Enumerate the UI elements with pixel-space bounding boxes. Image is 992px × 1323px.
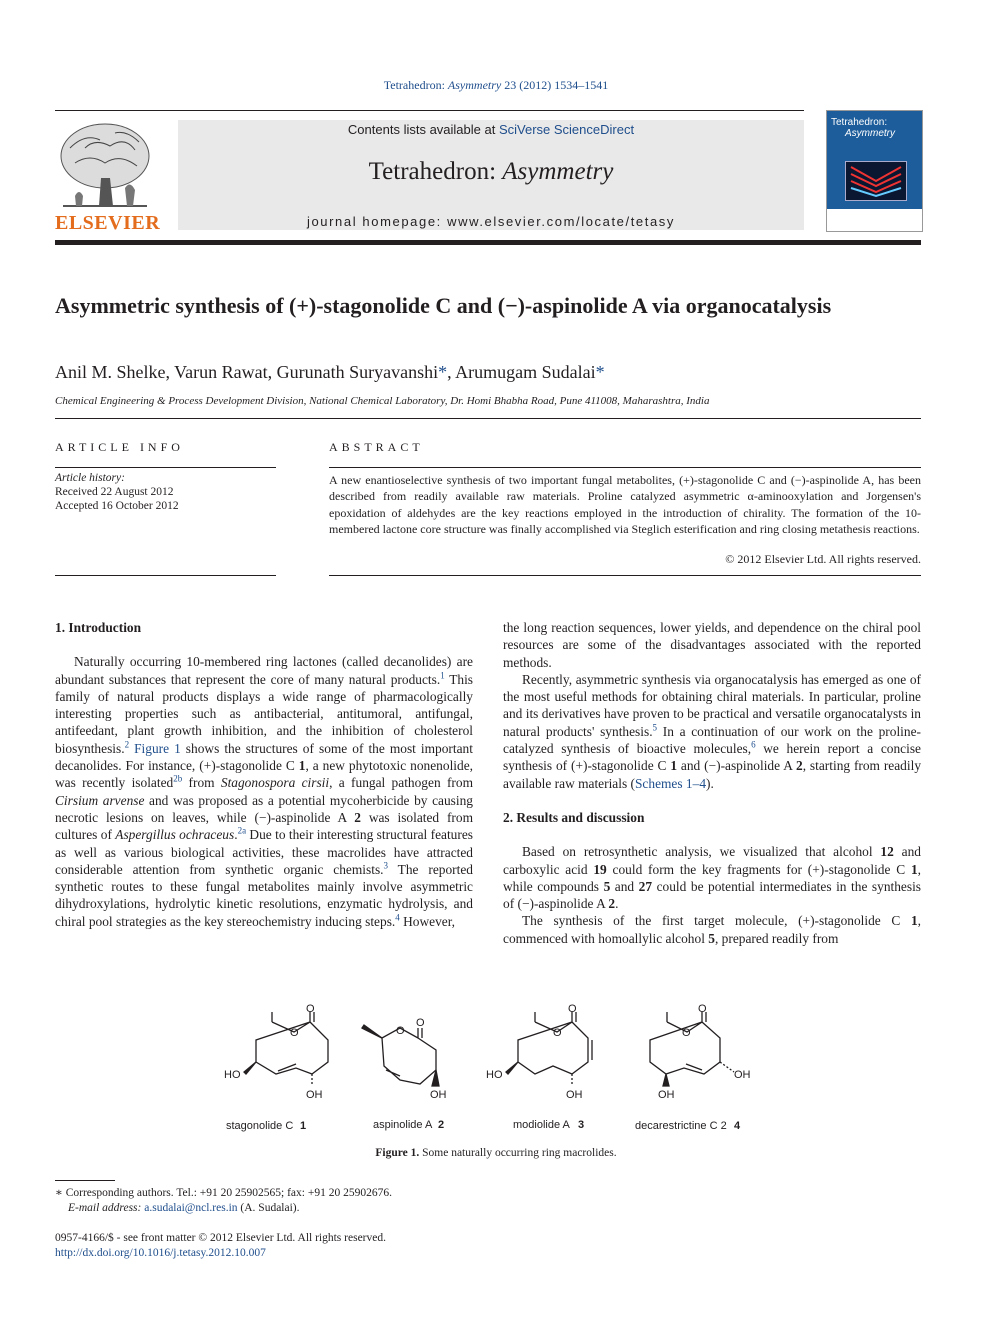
atom-label: O bbox=[698, 1003, 707, 1015]
compound-name: aspinolide A bbox=[373, 1119, 433, 1131]
atom-label: OH bbox=[658, 1089, 675, 1101]
compound-name: stagonolide C bbox=[226, 1120, 294, 1132]
elsevier-wordmark: ELSEVIER bbox=[55, 212, 161, 234]
schemes-link[interactable]: Schemes 1–4 bbox=[634, 775, 707, 791]
doi-link[interactable]: http://dx.doi.org/10.1016/j.tetasy.2012.10.007 bbox=[55, 1246, 266, 1259]
atom-label: O bbox=[682, 1027, 691, 1039]
contents-availability: Contents lists available at SciVerse ScienceDirect bbox=[347, 122, 635, 137]
sciencedirect-link[interactable]: SciVerse ScienceDirect bbox=[498, 122, 635, 137]
compound-number: 2 bbox=[438, 1119, 445, 1131]
structure-stagonolide-c bbox=[244, 1012, 328, 1086]
article-history: Article history: Received 22 August 2012 Accepted 16 October 2012 bbox=[55, 472, 179, 512]
abstract-text: A new enantioselective synthesis of two important fungal metabolites, (+)-stagonolide C and (−)-aspinolide A, has been described from readily available raw materials. Proline catalyzed asymmetric α-aminooxylation and Jorgensen's epoxidation of aldehydes are the key reactions employed in the introduction of chirality. The formation of the 10-membered lactone core structure was finally accomplished via Steglich esterification and ring closing metathesis reactions. bbox=[329, 473, 921, 536]
paragraph: The synthesis of the first target molecule, (+)-stagonolide C 1, commenced with homoallylic alcohol 5, prepared readily from bbox=[503, 913, 921, 946]
compound-name: modiolide A bbox=[513, 1119, 570, 1131]
issn-doi: 0957-4166/$ - see front matter © 2012 Elsevier Ltd. All rights reserved. http://dx.doi.org/10.1016/j.tetasy.2012.10.007 bbox=[55, 1232, 386, 1259]
abstract-heading: ABSTRACT bbox=[329, 440, 424, 454]
abstract-rule bbox=[329, 467, 921, 468]
journal-cover-thumbnail[interactable] bbox=[826, 110, 923, 232]
atom-label: OH bbox=[566, 1089, 583, 1101]
atom-label: O bbox=[568, 1003, 577, 1015]
header-bottom-rule bbox=[55, 240, 921, 245]
section-heading: 2. Results and discussion bbox=[503, 809, 645, 825]
figure-1-structures bbox=[220, 1000, 780, 1140]
article-info-rule bbox=[55, 467, 276, 468]
atom-label: O bbox=[396, 1025, 405, 1037]
journal-citation: Tetrahedron: Asymmetry 23 (2012) 1534–1541 bbox=[383, 78, 609, 92]
email-link[interactable]: a.sudalai@ncl.res.in bbox=[144, 1201, 238, 1214]
cover-artwork bbox=[845, 161, 907, 201]
body-column-left bbox=[55, 619, 473, 930]
affiliation-rule bbox=[55, 418, 921, 419]
structure-modiolide-a bbox=[506, 1012, 592, 1086]
atom-label: O bbox=[553, 1027, 562, 1039]
atom-label: OH bbox=[430, 1089, 447, 1101]
paragraph: the long reaction sequences, lower yields, and dependence on the chiral pool resources are some of the disadvantages associated with the reported methods. bbox=[503, 620, 921, 670]
abstract-bottom-rule bbox=[329, 575, 921, 576]
cover-footer bbox=[827, 209, 922, 231]
cover-art-icon bbox=[846, 162, 906, 200]
homepage-link[interactable]: www.elsevier.com/locate/tetasy bbox=[447, 214, 675, 229]
journal-homepage: journal homepage: www.elsevier.com/locate/tetasy bbox=[306, 214, 675, 229]
paragraph: Recently, asymmetric synthesis via organocatalysis has emerged as one of the most useful methods for obtaining chiral materials. In particular, proline and its derivatives have proven to be practical and versatile organocatalysts in natural products' synthesis.$^5$ In a continuation of our work on the proline-catalyzed synthesis of bioactive molecules,$^6$ we herein report a concise synthesis of (+)-stagonolide C 1 and (−)-aspinolide A 2, starting from readily available raw materials (Schemes 1–4). bbox=[503, 671, 922, 791]
figure-caption: Figure 1. Some naturally occurring ring macrolides. bbox=[375, 1147, 617, 1159]
compound-number: 4 bbox=[734, 1120, 741, 1132]
atom-label: HO bbox=[224, 1069, 241, 1081]
atom-label: O bbox=[306, 1003, 315, 1015]
atom-label: O bbox=[290, 1027, 299, 1039]
article-info-bottom-rule bbox=[55, 575, 276, 576]
author-list: Anil M. Shelke, Varun Rawat, Gurunath Suryavanshi*, Arumugam Sudalai* bbox=[55, 362, 605, 382]
section-heading: 1. Introduction bbox=[55, 620, 142, 635]
atom-label: OH bbox=[306, 1089, 323, 1101]
header-top-rule bbox=[55, 110, 804, 111]
paragraph: Naturally occurring 10-membered ring lactones (called decanolides) are abundant substances that represent the core of many natural products.$^1$ This family of natural products displays a wide range of pharmacologically interesting properties such as antibacterial, antitumoral, antifungal, antifeedant, plant growth inhibition, and the inhibition of cholesterol biosynthesis.$^2$ Figure 1 shows the structures of some of the most important decanolides. For instance, (+)-stagonolide C 1, a new phytotoxic nonenolide, was recently isolated$^{2b}$ from Stagonospora cirsii, a fungal pathogen from Cirsium arvense and was proposed as a potential mycoherbicide by causing necrotic lesions on leaves, while (−)-aspinolide A 2 was isolated from cultures of Aspergillus ochraceus.$^{2a}$ Due to their interesting structural features as well as various biological activities, these macrolides have attracted considerable attention from synthetic organic chemists.$^3$ The reported synthetic routes to these fungal metabolites mainly involve asymmetric dihydroxylations, hydrolytic kinetic resolutions, enzymatic hydrolysis, and chiral pool strategies as the key stereochemistry inducing steps.$^4$ However, bbox=[55, 654, 473, 929]
figure-link[interactable]: Figure 1 bbox=[134, 740, 181, 756]
atom-label: HO bbox=[486, 1069, 503, 1081]
elsevier-tree-logo-icon bbox=[55, 118, 155, 210]
paragraph: Based on retrosynthetic analysis, we visualized that alcohol 12 and carboxylic acid 19 could form the key fragments for (+)-stagonolide C 1, while compounds 5 and 27 could be potential intermediates in the synthesis of (−)-aspinolide A 2. bbox=[503, 844, 922, 912]
corresponding-mark[interactable]: * bbox=[595, 362, 605, 382]
compound-number: 3 bbox=[578, 1119, 585, 1131]
body-column-right bbox=[503, 619, 921, 947]
compound-number: 1 bbox=[300, 1120, 307, 1132]
footnote-rule bbox=[55, 1180, 115, 1181]
structure-decarestrictine-c2 bbox=[650, 1012, 734, 1086]
abstract-copyright: © 2012 Elsevier Ltd. All rights reserved. bbox=[725, 552, 921, 566]
footnotes: ∗ Corresponding authors. Tel.: +91 20 25902565; fax: +91 20 25902676. E-mail address: a.sudalai@ncl.res.in (A. Sudalai). bbox=[55, 1187, 392, 1214]
article-info-heading: ARTICLE INFO bbox=[55, 440, 184, 454]
cover-title: Tetrahedron: Asymmetry bbox=[831, 117, 895, 139]
atom-label: OH bbox=[734, 1069, 751, 1081]
corresponding-mark[interactable]: * bbox=[438, 362, 448, 382]
article-title: Asymmetric synthesis of (+)-stagonolide C and (−)-aspinolide A via organocatalysis bbox=[55, 293, 832, 318]
affiliation: Chemical Engineering & Process Development Division, National Chemical Laboratory, Dr. Homi Bhabha Road, Pune 411008, Maharashtra, India bbox=[55, 395, 710, 407]
atom-label: O bbox=[416, 1017, 425, 1029]
journal-title: Tetrahedron: Asymmetry bbox=[368, 158, 614, 185]
compound-name: decarestrictine C 2 bbox=[635, 1120, 727, 1132]
